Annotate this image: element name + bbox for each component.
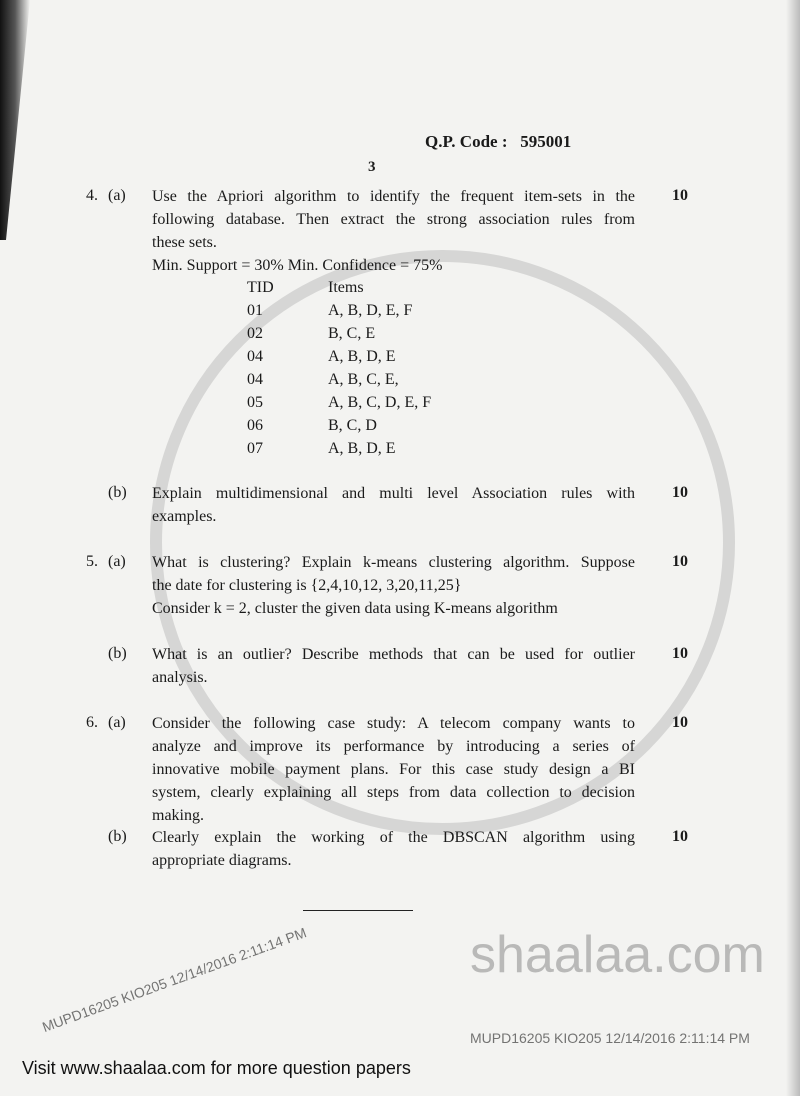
question-text-line: these sets. [152,234,217,251]
part-label: (b) [108,828,127,845]
marks: 10 [672,484,688,501]
question-number: 5. [86,553,98,570]
question-text-line: following database. Then extract the strong association rules from [152,211,635,228]
qp-code-value: 595001 [520,132,572,151]
question-text-line: system, clearly explaining all steps from data collection to decision [152,784,635,801]
part-label: (a) [108,553,126,570]
table-cell: A, B, D, E [328,348,396,365]
question-text-line: innovative mobile payment plans. For this case study design a BI [152,761,635,778]
table-cell: A, B, D, E [328,440,396,457]
end-rule [303,910,413,911]
question-text-line: What is an outlier? Describe methods that can be used for outlier [152,646,635,663]
marks: 10 [672,714,688,731]
scan-edge-shadow [0,0,30,240]
watermark-stamp: MUPD16205 KIO205 12/14/2016 2:11:14 PM [470,1030,750,1046]
part-label: (b) [108,484,127,501]
table-cell: A, B, C, D, E, F [328,394,432,411]
table-cell: 06 [247,417,263,434]
question-number: 4. [86,187,98,204]
table-cell: A, B, D, E, F [328,302,413,319]
question-text-line: Clearly explain the working of the DBSCAN algorithm using [152,829,635,846]
question-text-line: the date for clustering is {2,4,10,12, 3,20,11,25} [152,577,462,594]
qp-code-label: Q.P. Code : [425,132,508,151]
question-text-line: analysis. [152,669,208,686]
question-text-line: analyze and improve its performance by introducing a series of [152,738,635,755]
table-cell: 05 [247,394,263,411]
question-text-line: Min. Support = 30% Min. Confidence = 75% [152,257,443,274]
scan-edge-shadow-right [786,0,800,1096]
question-text-line: making. [152,807,204,824]
table-cell: B, C, E [328,325,376,342]
marks: 10 [672,645,688,662]
marks: 10 [672,828,688,845]
question-text-line: Use the Apriori algorithm to identify the frequent item-sets in the [152,188,635,205]
question-text-line: What is clustering? Explain k-means clustering algorithm. Suppose [152,554,635,571]
marks: 10 [672,553,688,570]
table-cell: 01 [247,302,263,319]
watermark-logo: shaalaa.com [470,926,765,984]
qp-code [425,132,571,152]
table-cell: 07 [247,440,263,457]
question-text-line: appropriate diagrams. [152,852,292,869]
table-header: TID [247,279,274,296]
question-text-line: Consider k = 2, cluster the given data using K-means algorithm [152,600,558,617]
part-label: (a) [108,714,126,731]
marks: 10 [672,187,688,204]
question-number: 6. [86,714,98,731]
page-number: 3 [368,159,376,175]
table-cell: A, B, C, E, [328,371,399,388]
part-label: (b) [108,645,127,662]
table-cell: B, C, D [328,417,377,434]
table-cell: 02 [247,325,263,342]
question-text-line: Explain multidimensional and multi level Association rules with [152,485,635,502]
question-text-line: examples. [152,508,217,525]
part-label: (a) [108,187,126,204]
table-cell: 04 [247,371,263,388]
question-text-line: Consider the following case study: A telecom company wants to [152,715,635,732]
footer-text: Visit www.shaalaa.com for more question papers [22,1058,411,1078]
table-cell: 04 [247,348,263,365]
table-header: Items [328,279,364,296]
watermark-stamp: MUPD16205 KIO205 12/14/2016 2:11:14 PM [40,924,309,1036]
